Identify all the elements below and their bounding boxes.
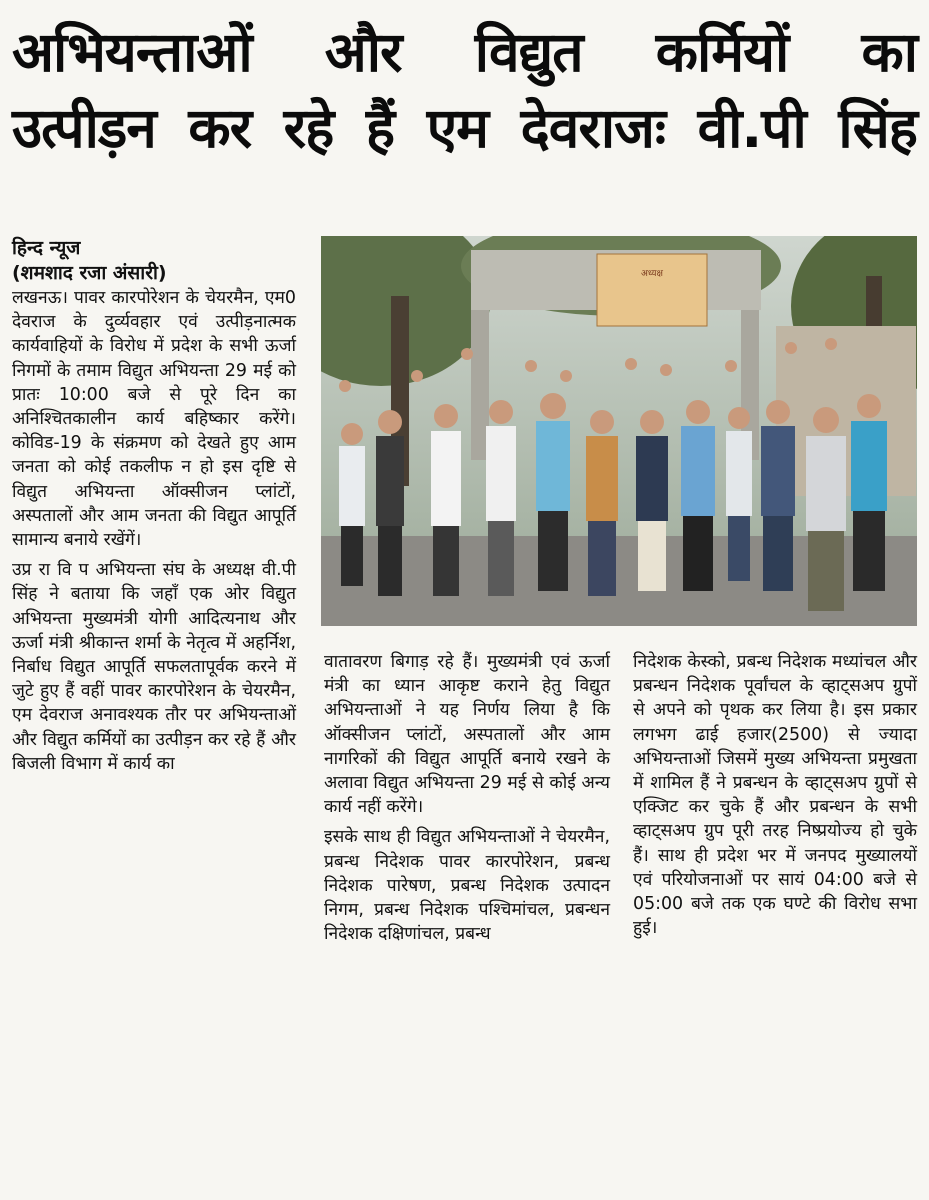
article-column-1 [12, 236, 296, 776]
protest-photo [321, 236, 917, 626]
paragraph-1: लखनऊ। पावर कारपोरेशन के चेयरमैन, एम0 देवराज के दुर्व्यवहार एवं उत्पीड़नात्मक कार्यवाहियों के विरोध में प्रदेश के सभी ऊर्जा निगमों के तमाम विद्युत अभियन्ता 29 मई को प्रातः 10:00 बजे से पूरे दिन का अनिश्चितकालीन कार्य बहिष्कार करेंगे। कोविड-19 के संक्रमण को देखते हुए आम जनता को कोई तकलीफ न हो इस दृष्टि से विद्युत अभियन्ता ऑक्सीजन प्लांटों, अस्पतालों और आम जनता की विद्युत आपूर्ति सामान्य बनाये रखेंगें। [12, 288, 296, 551]
article-column-2 [324, 650, 610, 946]
protest-photo-illustration [321, 236, 917, 626]
paragraph-4: इसके साथ ही विद्युत अभियन्ताओं ने चेयरमैन, प्रबन्ध निदेशक पावर कारपोरेशन, प्रबन्ध निदेशक पारेषण, प्रबन्ध निदेशक उत्पादन निगम, प्रबन्ध निदेशक पश्चिमांचल, प्रबन्धन निदेशक दक्षिणांचल, प्रबन्ध [324, 827, 610, 945]
byline-source: हिन्द न्यूज [12, 237, 81, 259]
headline-line-2: उत्पीड़न कर रहे हैं एम देवराजः वी.पी सिंह [12, 96, 917, 160]
paragraph-2: उप्र रा वि प अभियन्ता संघ के अध्यक्ष वी.पी सिंह ने बताया कि जहाँ एक ओर विद्युत अभियन्ता मुख्यमंत्री योगी आदित्यनाथ और ऊर्जा मंत्री श्रीकान्त शर्मा के नेतृत्व में अहर्निश, निर्बाध विद्युत आपूर्ति सफलतापूर्वक करने में जुटे हुए हैं वहीं पावर कारपोरेशन के चेयरमैन, एम देवराज अनावश्यक तौर पर अभियन्ताओं और विद्युत कर्मियों का उत्पीड़न कर रहे हैं और बिजली विभाग में कार्य का [12, 560, 296, 774]
byline-reporter: (शमशाद रजा अंसारी) [12, 262, 167, 284]
paragraph-3: वातावरण बिगाड़ रहे हैं। मुख्यमंत्री एवं ऊर्जा मंत्री का ध्यान आकृष्ट कराने हेतु विद्युत अभियन्ताओं ने यह निर्णय लिया है कि ऑक्सीजन प्लांटों, अस्पतालों और आम नागरिकों की विद्युत आपूर्ति बनाये रखने के अलावा विद्युत अभियन्ता 29 मई से कोई अन्य कार्य नहीं करेंगे। [324, 652, 610, 818]
article-column-3 [633, 650, 917, 940]
headline [12, 14, 917, 166]
banner-text: अध्यक्ष [641, 269, 663, 279]
paragraph-5: निदेशक केस्को, प्रबन्ध निदेशक मध्यांचल और प्रबन्धन निदेशक पूर्वांचल के व्हाट्सअप ग्रुपों से अपने को पृथक कर लिया है। इस प्रकार लगभग ढाई हजार(2500) से ज्यादा अभियन्ताओं जिसमें मुख्य अभियन्ता प्रमुखता में शामिल हैं ने प्रबन्धन के व्हाट्सअप ग्रुपों से एक्जिट कर चुके हैं और प्रबन्धन के सभी व्हाट्सअप ग्रुप पूरी तरह निष्प्रयोज्य हो चुके हैं। साथ ही प्रदेश भर में जनपद मुख्यालयों एवं परियोजनाओं पर सायं 04:00 बजे से 05:00 बजे तक एक घण्टे की विरोध सभा हुई। [633, 652, 917, 939]
headline-line-1: अभियन्ताओं और विद्युत कर्मियों का [12, 20, 917, 84]
